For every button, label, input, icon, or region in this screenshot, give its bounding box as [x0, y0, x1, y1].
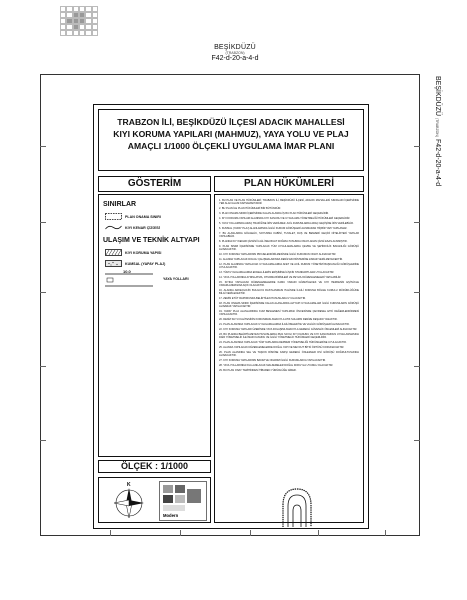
legend-box — [98, 194, 211, 457]
plan-provisions-text — [214, 194, 364, 523]
provision-item: 12. PLAN ALANINDA YAPILACAK UYGULAMALARDA AFET VE ACİL DURUM YÖNETİMİ BAŞKANLIĞI GÖRÜŞLERİNE UYULACAKTIR. — [219, 262, 359, 269]
provision-item: 21. PLAN ALANINDA YAPILACAK UYGULAMALARDA İLGİLİ BELEDİYE VE VALİLİK GÖRÜŞLERİ ALINACAKTIR. — [219, 323, 350, 327]
north-and-location-box — [98, 477, 211, 523]
beach-symbol-icon — [105, 260, 122, 267]
sheet-header — [195, 44, 275, 62]
provision-item: 2. BU PLAN İLE PLAN HÜKÜMLERİ BİR BÜTÜNDÜR. — [219, 207, 281, 211]
provision-item: 18. PLAN ONAMA SINIRI İÇERİSİNDE KALAN ALANLARDA ALTYAPI UYGULAMALARI İLGİLİ KURUMLARIN GÖRÜŞÜ ALINARAK YAPILACAKTIR. — [219, 301, 359, 309]
legend-item-label: KIYI KENAR ÇİZGİSİ — [125, 225, 160, 230]
frame-tick — [110, 530, 111, 536]
provision-item: 11. ALANDA YAPILACAK DOLGU ÇALIŞMALARINDA DENİZ EKOSİSTEMİNE ZARAR VERİLMEYECEKTİR. — [219, 257, 343, 261]
provision-item: 7. BU ALANLARDA GÖLGELİK, SOYUNMA KABİNİ, TUVALET, DUŞ VE BENZERİ GEÇİCİ NİTELİKTEKİ YAPILAR YAPILABİLİR. — [219, 231, 359, 238]
north-arrow-icon — [105, 479, 155, 523]
provision-item: 13. TÜM UYGULAMALARDA ENGELLİLERİN ERİŞİMİNE İLİŞKİN STANDARTLARA UYULACAKTIR. — [219, 270, 335, 274]
provision-item: 26. PLAN ALANINDA SEL VE TAŞKIN RİSKİNE KARŞI GEREKLİ ÖNLEMLER DSİ GÖRÜŞÜ DOĞRULTUSUNDA ALINACAKTIR. — [219, 350, 359, 358]
road-legend-label: YAYA YOLLARI — [163, 277, 189, 281]
provision-item: 8. PLANDA KIYI KENAR ÇİZGİSİ İLGİLİ MEVZUAT DOĞRULTUSUNDA ONAYLANAN ÇİZGİ ESAS ALINMIŞTIR. — [219, 239, 348, 243]
plan-title-line: AMAÇLI 1/1000 ÖLÇEKLİ UYGULAMA İMAR PLANI — [127, 141, 335, 151]
provision-item: 25. ALANDA YAPILACAK DÜZENLEMELERDE DOĞAL YAPI VE MEVCUT BİTKİ ÖRTÜSÜ KORUNACAKTIR. — [219, 346, 345, 350]
provision-item: 16. ALANDA ARKEOLOJİK BULGUYA RASTLANMASI HALİNDE İLGİLİ KORUMA BÖLGE KURULU MÜDÜRLÜĞÜNE BİLGİ VERİLECEKTİR. — [219, 288, 359, 296]
frame-tick — [40, 440, 46, 441]
provision-item: 10. KIYI KORUMA YAPILARININ PROJELENDİRİLMESİNDE İLGİLİ KURUMUN ONAYI ALINACAKTIR. — [219, 252, 337, 256]
plan-sheet-panel — [93, 104, 369, 529]
frame-tick — [385, 530, 386, 536]
provision-item: 22. KIYI KORUMA YAPILARI ÜZERİNDE YAYA DOLAŞIMI AMACIYLA GEREKLİ GÜVENLİK ÖNLEMLERİ ALINACAKTIR. — [219, 328, 358, 332]
road-legend — [105, 269, 205, 291]
legend-item-label: PLAN ONAMA SINIRI — [125, 214, 161, 219]
frame-tick — [180, 530, 181, 536]
scale-label: ÖLÇEK : 1/1000 — [98, 460, 211, 473]
provision-item: 17. ZEMİN ETÜT RAPORUNDA BELİRTİLEN HUSUSLARA UYULACAKTIR. — [219, 297, 306, 301]
frame-tick — [250, 530, 251, 536]
location-inset-label: Modern — [163, 513, 179, 518]
provision-item: 28. YAYA YOLLARINDA KULLANILACAK MALZEMELER DOĞAL DOKUYLA UYUMLU OLACAKTIR. — [219, 364, 334, 368]
provision-item: 29. BU PLAN ONAY TARİHİNDEN İTİBAREN YÜRÜRLÜĞE GİRER. — [219, 368, 297, 372]
provision-item: 14. YAYA YOLLARINDA AYDINLATMA, OTURMA BİRİMLERİ VE PEYZAJ DÜZENLEMELERİ YAPILABİLİR. — [219, 275, 342, 279]
provision-item: 4. KIYI KORUMA YAPILARI ALANINDA KIYI KANUNU VE UYGULAMA YÖNETMELİĞİ HÜKÜMLERİ GEÇERLİDİR. — [219, 216, 351, 220]
side-sheet-label — [427, 76, 441, 186]
road-width-label: 10.0 — [123, 269, 131, 274]
frame-tick — [40, 292, 46, 293]
frame-tick — [40, 222, 46, 223]
legend-item — [105, 211, 206, 222]
provision-item: 9. PLAN SINIRI İÇERİSİNDE YAPILACAK TÜM UYGULAMALARDA ÇEVRE VE ŞEHİRCİLİK BAKANLIĞI GÖRÜŞÜ ALINACAKTIR. — [219, 244, 359, 252]
location-inset-map — [159, 481, 207, 521]
legend-item-label: KIYI KORUMA YAPISI — [125, 250, 162, 255]
provision-item: 15. KIYIDA YAPILACAK DÜZENLEMELERDE KAMU YARARI GÖZETİLECEK VE KIYI HERKESİN EŞİTLİKLE YARARLANMASINA AÇIK OLACAKTIR. — [219, 280, 359, 287]
frame-tick — [414, 146, 420, 147]
legend-item-label: KUMSAL (YAPAY PLAJ) — [125, 261, 166, 266]
plan-title-line: TRABZON İLİ, BEŞİKDÜZÜ İLÇESİ ADACIK MAHALLESİ — [117, 117, 345, 127]
sheet-subname: (TRABZON) — [225, 51, 245, 55]
provision-item: 27. KIYI KORUMA YAPILARININ BAKIM VE ONARIMI İLGİLİ KURUMLARCA YAPILACAKTIR. — [219, 359, 326, 363]
sheet-locator-grid — [60, 6, 98, 36]
frame-tick — [40, 366, 46, 367]
provision-item: 6. KUMSAL (YAPAY PLAJ) ALANLARINDA İLGİLİ KURUM GÖRÜŞLERİ ALINMADAN HİÇBİR YAPI YAPILAMAZ. — [219, 226, 348, 230]
legend-item — [105, 222, 206, 233]
frame-tick — [414, 366, 420, 367]
frame-tick — [414, 222, 420, 223]
frame-tick — [414, 292, 420, 293]
legend-section-transport: ULAŞIM VE TEKNİK ALTYAPI — [103, 237, 200, 244]
legend-item — [105, 247, 206, 258]
provision-item: 24. PLAN ALANINDA YAPILACAK TÜM YAPILARDA DEPREM YÖNETMELİĞİ HÜKÜMLERİNE UYULACAKTIR. — [219, 341, 347, 345]
side-sheet-name: BEŞİKDÜZÜ — [434, 76, 441, 117]
legend-section-boundaries: SINIRLAR — [103, 201, 137, 208]
provisions-header: PLAN HÜKÜMLERİ — [214, 176, 364, 192]
frame-tick — [318, 530, 319, 536]
frame-tick — [40, 146, 46, 147]
plan-title-box — [98, 109, 364, 171]
side-sheet-code: F42-d-20-a-4-d — [434, 139, 441, 187]
legend-item — [105, 258, 206, 269]
legend-header: GÖSTERİM — [98, 176, 211, 192]
provision-item: 23. BU PLANDA BELİRTİLMEYEN HUSUSLARDA 3621 SAYILI KIYI KANUNU VE KIYI KANUNUNUN UYGULANMASINA DAİR YÖNETMELİK İLE İMAR KANUNU VE İLGİLİ YÖNETMELİK HÜKÜMLERİ GEÇERLİDİR. — [219, 332, 359, 340]
frame-tick — [414, 440, 420, 441]
sheet-code: F42-d-20-a-4-d — [211, 55, 259, 62]
side-sheet-subname: (TRABZON) — [435, 118, 439, 138]
provision-item: 19. YAPAY PLAJ ALANLARINDA KUM BESLEMESİ YAPILMASI ÖNCESİNDE ÇEVRESEL ETKİ DEĞERLENDİRMESİ YAPILACAKTIR. — [219, 310, 359, 317]
provision-item: 20. DENİZ SUYU KALİTESİNİN KORUNMASI AMACIYLA ATIK SULARIN DENİZE DEŞARJI YASAKTIR. — [219, 318, 338, 322]
plan-boundary-symbol-icon — [105, 213, 122, 220]
provision-item: 1. BU PLAN VE PLAN HÜKÜMLERİ; TRABZON İLİ, BEŞİKDÜZÜ İLÇESİ, ADACIK MAHALLESİ SINIRLARI İÇERİSİNDE YER ALAN ALANI KAPSAMAKTADIR. — [219, 199, 359, 206]
emblem-seal-icon — [279, 487, 315, 527]
north-label: K — [127, 482, 131, 488]
provision-item: 5. YAYA YOLLARINDA ARAÇ TRAFİĞİNE İZİN VERİLMEZ. ACİL DURUMLARDA ARAÇ GEÇİŞİNE İZİN VERİLEBİLİR. — [219, 221, 354, 225]
coastal-protection-symbol-icon — [105, 249, 122, 256]
coastline-symbol-icon — [105, 224, 122, 231]
sheet-name: BEŞİKDÜZÜ — [214, 44, 256, 51]
plan-title-line: KIYI KORUMA YAPILARI (MAHMUZ), YAYA YOLU VE PLAJ — [113, 129, 349, 139]
provision-item: 3. PLAN ONAMA SINIRI İÇERİSİNDE KALAN ALANDA İŞ BU PLAN HÜKÜMLERİ GEÇERLİDİR. — [219, 212, 329, 216]
